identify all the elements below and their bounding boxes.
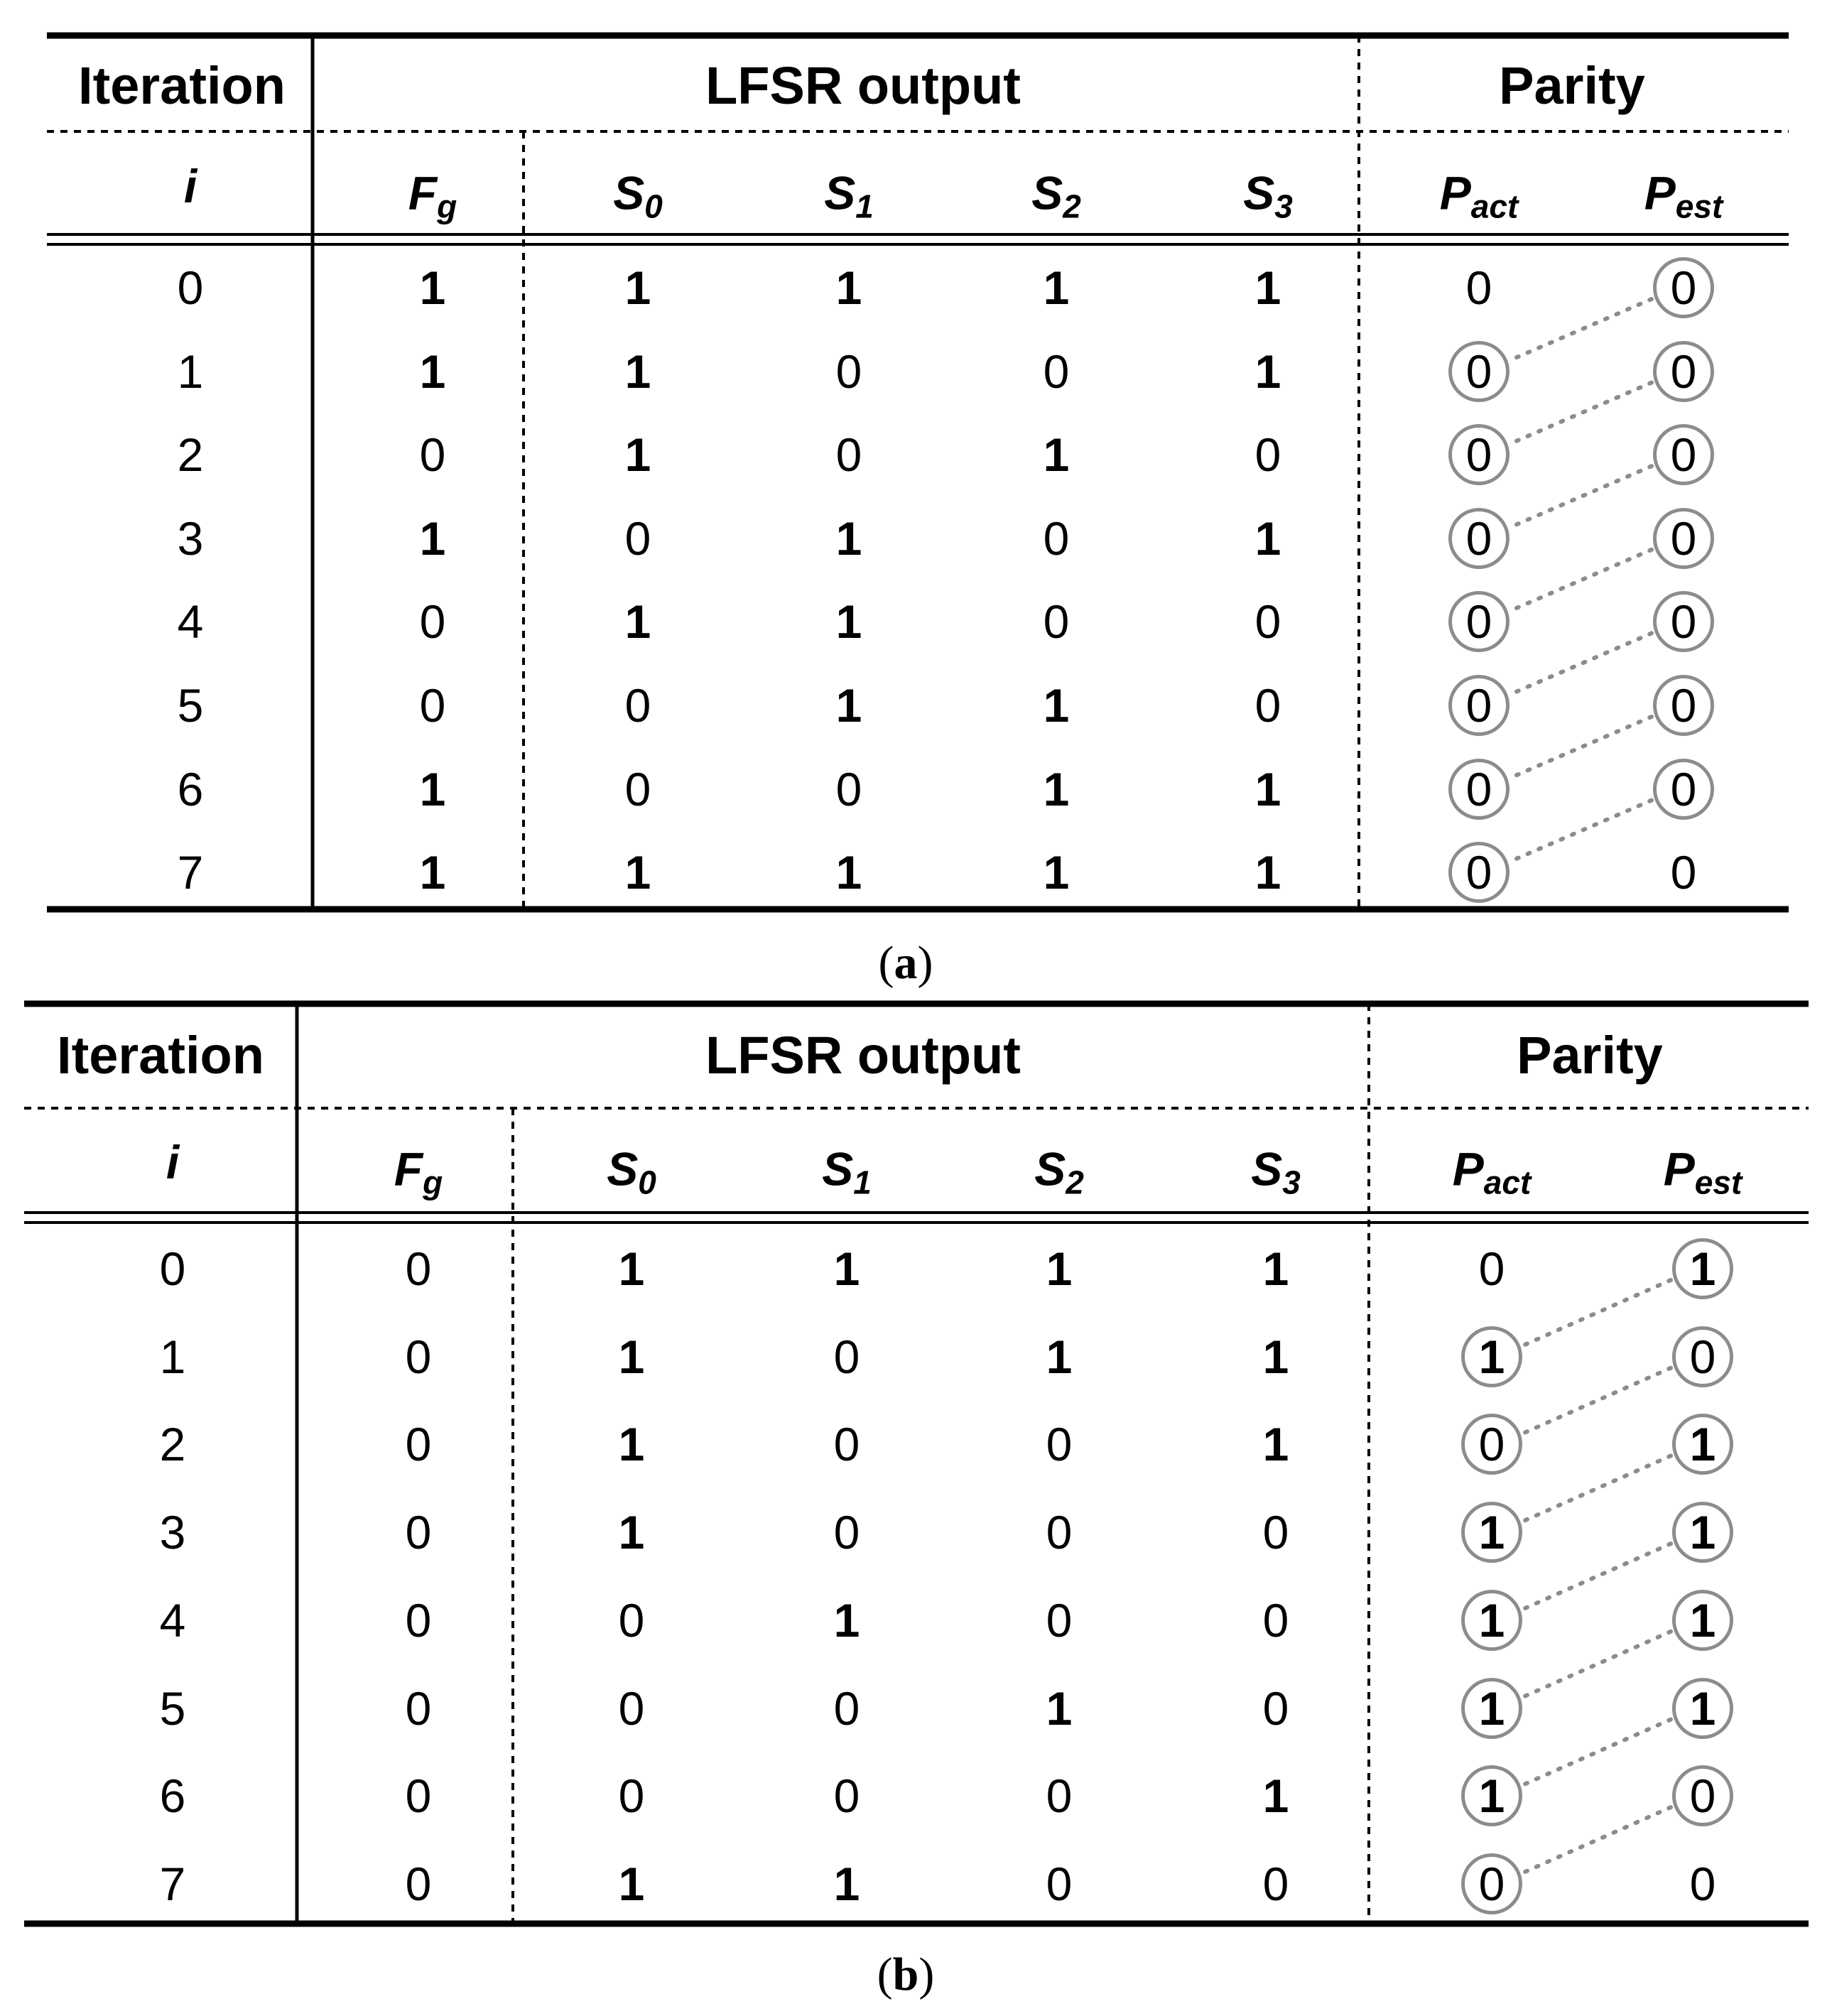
circled-cell-pest: 0: [1653, 759, 1714, 820]
caption-close-paren: ): [918, 1949, 935, 2000]
circled-cell-pact: 1: [1461, 1326, 1522, 1387]
circled-cell-pact: 0: [1448, 759, 1509, 820]
parity-link-dotted: [1511, 383, 1652, 444]
circled-cell-pest: 1: [1672, 1678, 1733, 1739]
cell-fg: 0: [405, 1681, 432, 1735]
cell-s2: 0: [1043, 345, 1070, 398]
cell-i: 5: [177, 679, 204, 732]
cell-s1: 0: [833, 1330, 860, 1383]
column-header-s1: [824, 166, 874, 225]
cell-s0: 1: [618, 1857, 645, 1910]
symbol-subscript: 2: [1066, 1164, 1084, 1201]
circled-cell-pact: 0: [1461, 1853, 1522, 1914]
cell-s2: 1: [1043, 428, 1070, 482]
cell-fg: 0: [419, 428, 446, 482]
lfsr-output-header: LFSR output: [705, 56, 1021, 115]
symbol-base: S: [613, 166, 645, 220]
column-header-fg: [408, 166, 457, 225]
column-header-s3: [1251, 1142, 1301, 1201]
parity-link-dotted: [1524, 1280, 1671, 1345]
table-caption: [877, 1951, 935, 1998]
cell-s0: 1: [618, 1418, 645, 1471]
cell-s2: 1: [1043, 261, 1070, 314]
circled-cell-pest: 1: [1672, 1590, 1733, 1651]
circled-cell-pest: 0: [1653, 341, 1714, 402]
cell-fg: 1: [419, 762, 446, 815]
cell-s3: 1: [1262, 1418, 1289, 1471]
cell-fg: 0: [405, 1770, 432, 1823]
symbol-subscript: 2: [1063, 188, 1081, 225]
column-header-s0: [613, 166, 663, 225]
cell-s0: 1: [624, 428, 651, 482]
circled-cell-pact: 0: [1448, 675, 1509, 736]
iteration-header: Iteration: [57, 1026, 264, 1085]
cell-s3: 1: [1262, 1330, 1289, 1383]
symbol-base: S: [824, 166, 856, 220]
cell-i: 4: [159, 1593, 186, 1647]
parity-link-dotted: [1511, 801, 1652, 862]
cell-s1: 1: [835, 679, 862, 732]
cell-i: 2: [159, 1418, 186, 1471]
table-caption: [878, 937, 933, 989]
circled-cell-pest: 0: [1653, 257, 1714, 318]
caption-label: b: [892, 1949, 919, 2000]
cell-s0: 1: [624, 595, 651, 649]
cell-s3: 1: [1262, 1770, 1289, 1823]
circled-cell-pest: 1: [1672, 1238, 1733, 1299]
parity-link-dotted: [1511, 717, 1652, 778]
symbol-subscript: 0: [644, 188, 663, 225]
caption-open-paren: (: [878, 937, 894, 989]
cell-s3: 1: [1254, 511, 1281, 565]
circled-cell-pact: 0: [1448, 424, 1509, 485]
cell-i: 5: [159, 1681, 186, 1735]
cell-s0: 0: [618, 1770, 645, 1823]
circled-cell-pact: 0: [1448, 508, 1509, 569]
parity-link-dotted: [1511, 466, 1652, 527]
cell-s0: 0: [618, 1593, 645, 1647]
cell-s1: 1: [835, 595, 862, 649]
cell-pact: 0: [1478, 1242, 1505, 1295]
cell-s0: 0: [618, 1681, 645, 1735]
cell-s2: 0: [1046, 1418, 1073, 1471]
cell-s2: 1: [1043, 762, 1070, 815]
symbol-base: S: [607, 1142, 639, 1196]
cell-s0: 1: [618, 1506, 645, 1559]
circled-cell-pest: 0: [1653, 508, 1714, 569]
iteration-index-header: i: [183, 160, 197, 212]
symbol-subscript: 3: [1282, 1164, 1301, 1201]
parity-link-dotted: [1524, 1544, 1671, 1609]
cell-s3: 1: [1254, 762, 1281, 815]
cell-s2: 0: [1046, 1770, 1073, 1823]
circled-cell-pest: 0: [1672, 1326, 1733, 1387]
cell-fg: 0: [419, 595, 446, 649]
cell-s0: 0: [624, 511, 651, 565]
circled-cell-pact: 1: [1461, 1678, 1522, 1739]
cell-s1: 1: [833, 1593, 860, 1647]
cell-fg: 1: [419, 261, 446, 314]
cell-s0: 1: [624, 846, 651, 899]
cell-s2: 1: [1046, 1330, 1073, 1383]
symbol-base: P: [1439, 166, 1471, 220]
cell-i: 3: [177, 511, 204, 565]
cell-s1: 1: [833, 1242, 860, 1295]
cell-s2: 1: [1046, 1681, 1073, 1735]
cell-i: 3: [159, 1506, 186, 1559]
symbol-subscript: act: [1470, 188, 1519, 225]
circled-cell-pact: 0: [1448, 341, 1509, 402]
cell-s3: 1: [1254, 345, 1281, 398]
cell-s3: 0: [1254, 595, 1281, 649]
symbol-subscript: 0: [638, 1164, 656, 1201]
column-header-s3: [1243, 166, 1293, 225]
symbol-base: P: [1452, 1142, 1484, 1196]
cell-s2: 0: [1043, 511, 1070, 565]
caption-label: a: [894, 937, 918, 989]
circled-cell-pest: 0: [1653, 424, 1714, 485]
parity-header: Parity: [1499, 56, 1645, 115]
cell-s2: 0: [1046, 1857, 1073, 1910]
cell-s1: 0: [833, 1506, 860, 1559]
circled-cell-pest: 0: [1672, 1765, 1733, 1826]
cell-fg: 0: [405, 1242, 432, 1295]
cell-fg: 0: [405, 1418, 432, 1471]
parity-link-dotted: [1511, 550, 1652, 611]
caption-open-paren: (: [877, 1949, 893, 2000]
cell-s0: 0: [624, 762, 651, 815]
cell-pact: 0: [1465, 261, 1492, 314]
cell-fg: 0: [405, 1330, 432, 1383]
parity-link-dotted: [1524, 1368, 1671, 1434]
cell-s1: 1: [835, 511, 862, 565]
cell-s1: 0: [833, 1418, 860, 1471]
cell-s0: 0: [624, 679, 651, 732]
cell-fg: 1: [419, 345, 446, 398]
cell-s3: 0: [1262, 1681, 1289, 1735]
parity-link-dotted: [1511, 633, 1652, 694]
circled-cell-pest: 0: [1653, 675, 1714, 736]
symbol-base: P: [1644, 166, 1676, 220]
cell-fg: 0: [405, 1857, 432, 1910]
cell-i: 6: [177, 762, 204, 815]
cell-i: 0: [177, 261, 204, 314]
cell-s2: 1: [1046, 1242, 1073, 1295]
cell-i: 7: [159, 1857, 186, 1910]
cell-s3: 0: [1254, 428, 1281, 482]
cell-pest: 0: [1689, 1857, 1716, 1910]
circled-cell-pact: 0: [1448, 591, 1509, 652]
cell-pest: 0: [1670, 846, 1697, 899]
cell-fg: 0: [405, 1593, 432, 1647]
circled-cell-pact: 1: [1461, 1590, 1522, 1651]
cell-s0: 1: [624, 345, 651, 398]
cell-i: 1: [159, 1330, 186, 1383]
circled-cell-pact: 0: [1448, 842, 1509, 903]
cell-s1: 0: [833, 1770, 860, 1823]
cell-s1: 1: [833, 1857, 860, 1910]
cell-s0: 1: [618, 1242, 645, 1295]
circled-cell-pact: 1: [1461, 1502, 1522, 1563]
parity-link-dotted: [1524, 1632, 1671, 1697]
cell-s3: 1: [1254, 846, 1281, 899]
cell-fg: 1: [419, 511, 446, 565]
symbol-base: S: [1031, 166, 1063, 220]
parity-link-dotted: [1524, 1456, 1671, 1521]
column-header-s2: [1034, 1142, 1084, 1201]
column-header-s0: [607, 1142, 656, 1201]
column-header-pact: [1439, 166, 1519, 225]
cell-s3: 0: [1254, 679, 1281, 732]
symbol-subscript: g: [437, 188, 457, 225]
lfsr-output-header: LFSR output: [705, 1026, 1021, 1085]
cell-s3: 0: [1262, 1857, 1289, 1910]
symbol-subscript: est: [1675, 188, 1723, 225]
parity-link-dotted: [1524, 1807, 1671, 1873]
symbol-base: S: [1034, 1142, 1066, 1196]
column-header-s1: [822, 1142, 872, 1201]
cell-fg: 0: [405, 1506, 432, 1559]
symbol-subscript: g: [423, 1164, 443, 1201]
iteration-index-header: i: [166, 1136, 180, 1188]
symbol-base: S: [822, 1142, 854, 1196]
cell-s1: 0: [835, 762, 862, 815]
cell-s2: 0: [1043, 595, 1070, 649]
circled-cell-pest: 0: [1653, 591, 1714, 652]
cell-s1: 0: [835, 428, 862, 482]
cell-s1: 1: [835, 261, 862, 314]
circled-cell-pact: 1: [1461, 1765, 1522, 1826]
cell-i: 0: [159, 1242, 186, 1295]
cell-s0: 1: [624, 261, 651, 314]
symbol-base: S: [1251, 1142, 1283, 1196]
symbol-subscript: 3: [1274, 188, 1293, 225]
symbol-base: F: [408, 166, 438, 220]
cell-s3: 1: [1254, 261, 1281, 314]
cell-fg: 0: [419, 679, 446, 732]
symbol-base: S: [1243, 166, 1275, 220]
cell-s2: 0: [1046, 1593, 1073, 1647]
symbol-subscript: 1: [855, 188, 874, 225]
iteration-header: Iteration: [78, 56, 286, 115]
cell-s3: 1: [1262, 1242, 1289, 1295]
column-header-fg: [394, 1142, 443, 1201]
symbol-subscript: 1: [853, 1164, 872, 1201]
cell-s2: 1: [1043, 679, 1070, 732]
symbol-base: F: [394, 1142, 423, 1196]
circled-cell-pest: 1: [1672, 1414, 1733, 1475]
cell-fg: 1: [419, 846, 446, 899]
parity-link-dotted: [1511, 299, 1652, 360]
circled-cell-pest: 1: [1672, 1502, 1733, 1563]
cell-s0: 1: [618, 1330, 645, 1383]
cell-s3: 0: [1262, 1593, 1289, 1647]
column-header-s2: [1031, 166, 1081, 225]
caption-close-paren: ): [917, 937, 933, 989]
cell-i: 7: [177, 846, 204, 899]
symbol-subscript: est: [1694, 1164, 1742, 1201]
cell-s1: 1: [835, 846, 862, 899]
cell-s2: 0: [1046, 1506, 1073, 1559]
cell-s3: 0: [1262, 1506, 1289, 1559]
column-header-pest: [1644, 166, 1723, 225]
cell-s2: 1: [1043, 846, 1070, 899]
cell-i: 2: [177, 428, 204, 482]
parity-link-dotted: [1524, 1720, 1671, 1785]
parity-header: Parity: [1517, 1026, 1663, 1085]
column-header-pest: [1663, 1142, 1742, 1201]
circled-cell-pact: 0: [1461, 1414, 1522, 1475]
column-header-pact: [1452, 1142, 1532, 1201]
cell-i: 1: [177, 345, 204, 398]
cell-s1: 0: [833, 1681, 860, 1735]
cell-i: 4: [177, 595, 204, 649]
symbol-subscript: act: [1483, 1164, 1532, 1201]
cell-s1: 0: [835, 345, 862, 398]
symbol-base: P: [1663, 1142, 1695, 1196]
cell-i: 6: [159, 1770, 186, 1823]
